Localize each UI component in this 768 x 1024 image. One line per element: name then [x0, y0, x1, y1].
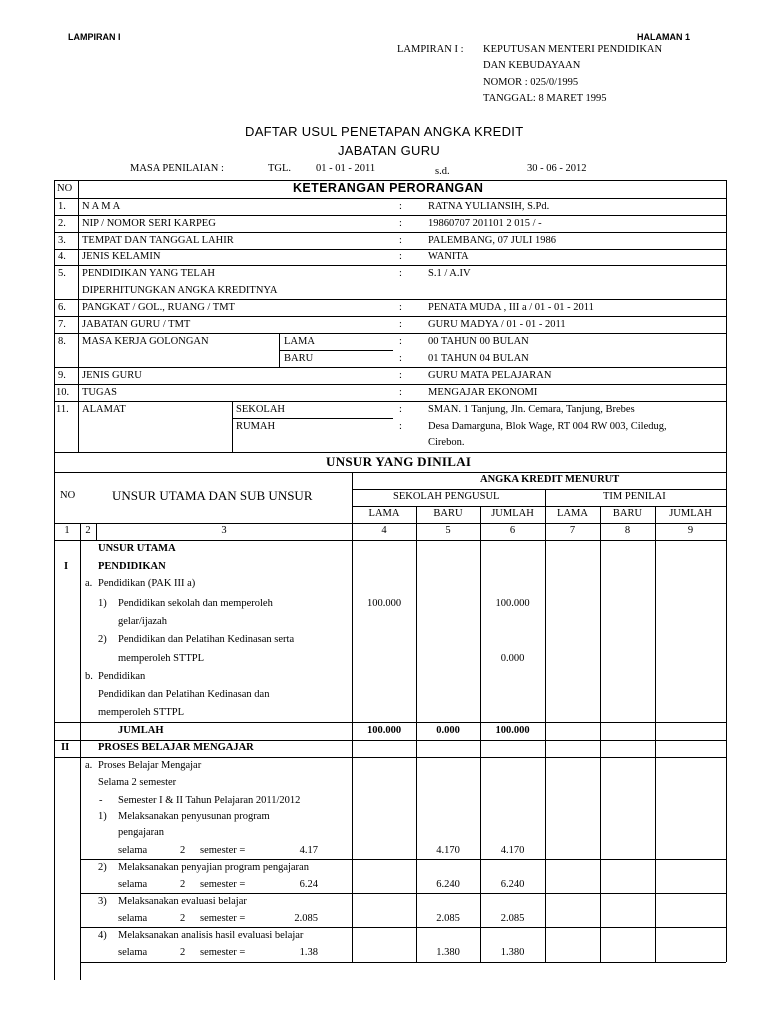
row-value-education: S.1 / A.IV	[428, 268, 471, 279]
pbm-a-label: Proses Belajar Mengajar	[98, 760, 202, 771]
tim-penilai-header: TIM PENILAI	[603, 491, 666, 502]
ref-line-1: KEPUTUSAN MENTERI PENDIDIKAN	[483, 44, 663, 55]
col-num-5: 5	[445, 525, 451, 536]
row-label-service: MASA KERJA GOLONGAN	[82, 336, 209, 347]
item-semester: semester =	[200, 947, 246, 958]
diklat-label: Pendidikan dan Pelatihan Kedinasan serta	[118, 634, 295, 645]
unsur-no-header: NO	[60, 490, 76, 501]
item-number: 1)	[98, 598, 107, 609]
item-number: 2)	[98, 862, 107, 873]
unsur-main-header: UNSUR UTAMA DAN SUB UNSUR	[112, 488, 313, 503]
col-lama-1: LAMA	[368, 508, 400, 519]
jumlah-lama: 100.000	[366, 725, 402, 736]
colon: :	[399, 387, 402, 398]
col-num-2: 2	[85, 525, 91, 536]
page-number: HALAMAN 1	[637, 32, 690, 42]
item-label: Melaksanakan penyajian program pengajaran	[118, 862, 309, 873]
ref-label: LAMPIRAN I :	[397, 44, 464, 55]
row-no: 3.	[58, 235, 66, 246]
colon: :	[399, 268, 402, 279]
row-no: 8.	[58, 336, 66, 347]
item-selama: selama	[118, 947, 148, 958]
item-jumlah: 6.240	[500, 879, 525, 890]
col-lama-2: LAMA	[557, 508, 588, 519]
sekolah-pengusul-header: SEKOLAH PENGUSUL	[393, 491, 500, 502]
b-label-3: memperoleh STTPL	[98, 707, 185, 718]
b-label: Pendidikan	[98, 671, 146, 682]
row-value-service-baru: 01 TAHUN 04 BULAN	[428, 353, 529, 364]
row-label-address: ALAMAT	[82, 404, 126, 415]
row-label-nip: NIP / NOMOR SERI KARPEG	[82, 218, 216, 229]
row-no: 5.	[58, 268, 66, 279]
item-label-2: pengajaran	[118, 827, 165, 838]
personal-section-title: KETERANGAN PERORANGAN	[293, 181, 484, 195]
col-baru-1: BARU	[433, 508, 463, 519]
row-no: 11.	[56, 404, 69, 415]
item-sem-count: 2	[180, 879, 186, 890]
row-value-school-address: SMAN. 1 Tanjung, Jln. Cemara, Tanjung, Brebes	[428, 404, 635, 415]
row-no: 9.	[58, 370, 66, 381]
row-label-rank: PANGKAT / GOL., RUANG / TMT	[82, 302, 235, 313]
item-label: Melaksanakan evaluasi belajar	[118, 896, 247, 907]
row-label-ttl: TEMPAT DAN TANGGAL LAHIR	[82, 235, 234, 246]
pendidikan-sekolah-label-2: gelar/ijazah	[118, 616, 167, 627]
pendidikan-sekolah-label: Pendidikan sekolah dan memperoleh	[118, 598, 273, 609]
item-letter: a.	[85, 578, 93, 589]
row-no: 1.	[58, 201, 66, 212]
row-label-nama: N A M A	[82, 201, 121, 212]
row-value-home-address: Desa Damarguna, Blok Wage, RT 004 RW 003, Ciledug,	[428, 421, 667, 432]
item-semester: semester =	[200, 845, 246, 856]
item-baru: 2.085	[436, 913, 460, 924]
jumlah-label: JUMLAH	[118, 725, 164, 736]
item-selama: selama	[118, 913, 148, 924]
colon: :	[399, 201, 402, 212]
unsur-section-title: UNSUR YANG DINILAI	[326, 454, 472, 469]
col-num-6: 6	[509, 525, 516, 536]
colon: :	[399, 302, 402, 313]
unsur-utama-label: UNSUR UTAMA	[98, 543, 176, 554]
item-letter: a.	[85, 760, 93, 771]
item-sem-count: 2	[180, 913, 186, 924]
period-start: 01 - 01 - 2011	[316, 163, 376, 174]
colon: :	[399, 235, 402, 246]
period-end: 30 - 06 - 2012	[527, 163, 587, 174]
colon: :	[399, 218, 402, 229]
row-label-education-2: DIPERHITUNGKAN ANGKA KREDITNYA	[82, 285, 278, 296]
row-label-task: TUGAS	[82, 387, 118, 398]
col-num-8: 8	[624, 525, 631, 536]
item-selama: selama	[118, 879, 148, 890]
row-no: 4.	[58, 251, 66, 262]
pak-label: Pendidikan (PAK III a)	[98, 578, 196, 589]
lampiran-label: LAMPIRAN I	[68, 32, 121, 42]
item-jumlah: 4.170	[500, 845, 525, 856]
col-jumlah-1: JUMLAH	[491, 508, 534, 519]
row-value-home-address-2: Cirebon.	[428, 437, 465, 448]
diklat-label-2: memperoleh STTPL	[118, 653, 205, 664]
a1-lama-value: 100.000	[366, 598, 402, 609]
colon: :	[399, 353, 402, 364]
col-num-1: 1	[64, 525, 70, 536]
pendidikan-label: PENDIDIKAN	[98, 561, 166, 572]
row-sub-rumah: RUMAH	[236, 421, 276, 432]
document-title: DAFTAR USUL PENETAPAN ANGKA KREDIT	[245, 124, 524, 139]
row-value-nama: RATNA YULIANSIH, S.Pd.	[428, 201, 550, 212]
pbm-a-label-2: Selama 2 semester	[98, 777, 177, 788]
item-selama: selama	[118, 845, 148, 856]
item-number: 3)	[98, 896, 107, 907]
row-sub-baru: BARU	[284, 353, 314, 364]
item-number: 1)	[98, 811, 107, 822]
row-no: 10.	[56, 387, 70, 398]
item-score: 6.24	[299, 879, 318, 890]
colon: :	[399, 251, 402, 262]
item-number: 4)	[98, 930, 107, 941]
row-label-education: PENDIDIKAN YANG TELAH	[82, 268, 215, 279]
item-baru: 1.380	[436, 947, 460, 958]
item-baru: 6.240	[436, 879, 460, 890]
colon: :	[399, 370, 402, 381]
col-num-4: 4	[381, 525, 387, 536]
colon: :	[399, 336, 402, 347]
row-value-gender: WANITA	[428, 251, 469, 262]
period-sd: s.d.	[435, 166, 450, 177]
col-num-9: 9	[687, 525, 694, 536]
row-no: 7.	[58, 319, 66, 330]
item-baru: 4.170	[436, 845, 460, 856]
item-jumlah: 1.380	[500, 947, 525, 958]
period-label: MASA PENILAIAN :	[130, 163, 224, 174]
personal-no-header: NO	[57, 183, 73, 194]
semester-label: Semester I & II Tahun Pelajaran 2011/2012	[118, 795, 301, 806]
colon: :	[399, 404, 402, 415]
roman-i: I	[64, 561, 69, 572]
row-label-gender: JENIS KELAMIN	[82, 251, 161, 262]
item-label: Melaksanakan analisis hasil evaluasi belajar	[118, 930, 304, 941]
item-sem-count: 2	[180, 947, 186, 958]
row-label-position: JABATAN GURU / TMT	[82, 319, 191, 330]
period-tgl: TGL.	[268, 163, 292, 174]
colon: :	[399, 319, 402, 330]
row-value-rank: PENATA MUDA , III a / 01 - 01 - 2011	[428, 302, 594, 313]
a2-jumlah-value: 0.000	[500, 653, 525, 664]
item-score: 2.085	[294, 913, 318, 924]
document-subtitle: JABATAN GURU	[338, 143, 441, 158]
row-label-teacher-type: JENIS GURU	[82, 370, 142, 381]
colon: :	[399, 421, 402, 432]
col-num-3: 3	[221, 525, 227, 536]
item-letter: b.	[85, 671, 93, 682]
col-num-7: 7	[569, 525, 576, 536]
row-no: 2.	[58, 218, 66, 229]
row-value-task: MENGAJAR EKONOMI	[428, 387, 538, 398]
jumlah-total: 100.000	[495, 725, 530, 736]
col-jumlah-2: JUMLAH	[669, 508, 712, 519]
jumlah-baru: 0.000	[436, 725, 460, 736]
col-baru-2: BARU	[612, 508, 643, 519]
dash: -	[99, 795, 103, 806]
item-semester: semester =	[200, 913, 246, 924]
roman-ii: II	[61, 742, 70, 753]
row-value-position: GURU MADYA / 01 - 01 - 2011	[428, 319, 566, 330]
item-score: 4.17	[299, 845, 318, 856]
item-jumlah: 2.085	[500, 913, 525, 924]
row-value-nip: 19860707 201101 2 015 / -	[428, 218, 542, 229]
ref-line-3: NOMOR : 025/0/1995	[483, 77, 579, 88]
row-value-service-lama: 00 TAHUN 00 BULAN	[428, 336, 529, 347]
item-label: Melaksanakan penyusunan program	[118, 811, 270, 822]
row-sub-lama: LAMA	[284, 336, 315, 347]
pbm-label: PROSES BELAJAR MENGAJAR	[98, 742, 254, 753]
b-label-2: Pendidikan dan Pelatihan Kedinasan dan	[98, 689, 270, 700]
item-score: 1.38	[299, 947, 318, 958]
ref-line-4: TANGGAL: 8 MARET 1995	[483, 93, 607, 104]
a1-jumlah-value: 100.000	[495, 598, 530, 609]
angka-kredit-header: ANGKA KREDIT MENURUT	[480, 474, 620, 485]
ref-line-2: DAN KEBUDAYAAN	[483, 60, 581, 71]
item-sem-count: 2	[180, 845, 186, 856]
item-semester: semester =	[200, 879, 246, 890]
row-value-ttl: PALEMBANG, 07 JULI 1986	[428, 235, 556, 246]
row-sub-sekolah: SEKOLAH	[236, 404, 285, 415]
row-no: 6.	[58, 302, 66, 313]
item-number: 2)	[98, 634, 107, 645]
row-value-teacher-type: GURU MATA PELAJARAN	[428, 370, 552, 381]
